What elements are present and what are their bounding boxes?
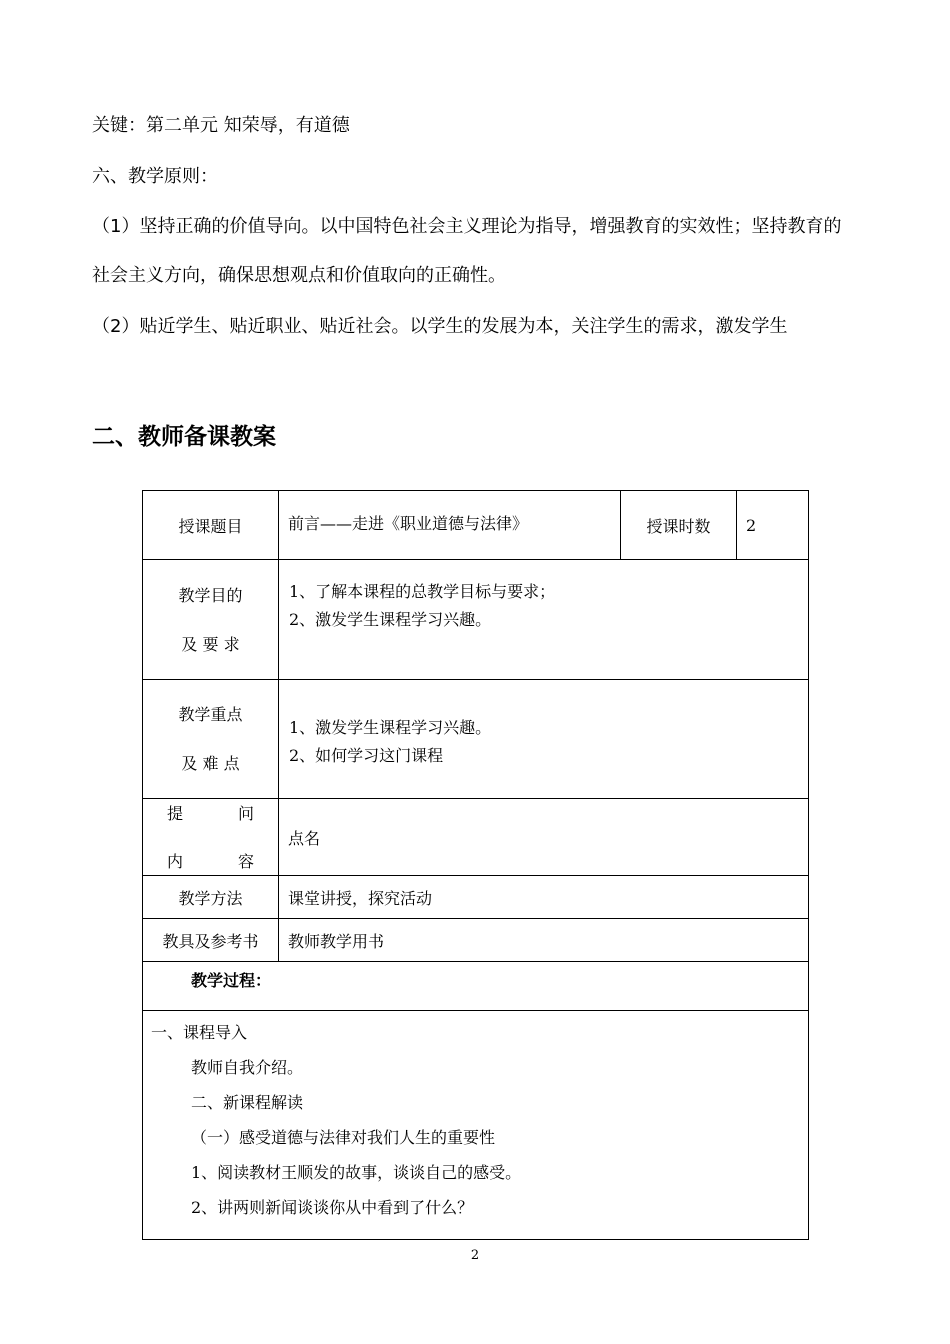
line-principle-1a: （1）坚持正确的价值导向。以中国特色社会主义理论为指导，增强教育的实效性；坚持教育的 xyxy=(92,216,842,237)
keys-item: 2、如何学习这门课程 xyxy=(289,746,444,765)
topic-label: 授课题目 xyxy=(143,491,279,560)
topic-value: 前言——走进《职业道德与法律》 xyxy=(279,491,621,560)
line-principle-2: （2）贴近学生、贴近职业、贴近社会。以学生的发展为本，关注学生的需求，激发学生 xyxy=(92,316,788,337)
method-value: 课堂讲授，探究活动 xyxy=(279,876,809,919)
keys-item: 1、激发学生课程学习兴趣。 xyxy=(289,718,492,737)
process-line: （一）感受道德与法律对我们人生的重要性 xyxy=(191,1128,496,1147)
keys-label xyxy=(143,680,279,799)
goals-item: 1、了解本课程的总教学目标与要求； xyxy=(289,582,556,601)
question-label-char: 容 xyxy=(237,852,254,871)
process-line: 二、新课程解读 xyxy=(191,1093,304,1112)
keys-label-line1: 教学重点 xyxy=(178,705,243,724)
question-label-char: 问 xyxy=(237,804,254,823)
tools-label: 教具及参考书 xyxy=(143,919,279,962)
process-label: 教学过程： xyxy=(143,962,809,1011)
question-label xyxy=(143,799,279,876)
question-value: 点名 xyxy=(279,799,809,876)
goals-label xyxy=(143,560,279,680)
goals-label-line2: 及 要 求 xyxy=(181,634,240,654)
goals-value xyxy=(279,560,809,680)
question-label-char: 提 xyxy=(167,804,184,823)
question-label-char: 内 xyxy=(167,852,184,871)
hours-label: 授课时数 xyxy=(621,491,737,560)
page-number: 2 xyxy=(470,1248,480,1263)
process-content xyxy=(143,1011,809,1240)
process-line: 2、讲两则新闻谈谈你从中看到了什么？ xyxy=(191,1198,474,1217)
goals-item: 2、激发学生课程学习兴趣。 xyxy=(289,610,492,629)
process-line: 一、课程导入 xyxy=(151,1023,248,1042)
goals-label-line1: 教学目的 xyxy=(178,585,243,605)
keys-label-line2: 及 难 点 xyxy=(181,754,240,773)
process-line: 教师自我介绍。 xyxy=(191,1058,304,1077)
process-line: 1、阅读教材王顺发的故事，谈谈自己的感受。 xyxy=(191,1163,522,1182)
line-principles-heading: 六、教学原则： xyxy=(92,166,218,187)
hours-value: 2 xyxy=(737,491,809,560)
method-label: 教学方法 xyxy=(143,876,279,919)
tools-value: 教师教学用书 xyxy=(279,919,809,962)
keys-value xyxy=(279,680,809,799)
line-principle-1b: 社会主义方向，确保思想观点和价值取向的正确性。 xyxy=(92,265,506,286)
line-key-unit: 关键：第二单元 知荣辱，有道德 xyxy=(92,115,350,136)
lesson-plan-table xyxy=(142,490,809,1240)
section-title: 二、教师备课教案 xyxy=(92,424,276,450)
